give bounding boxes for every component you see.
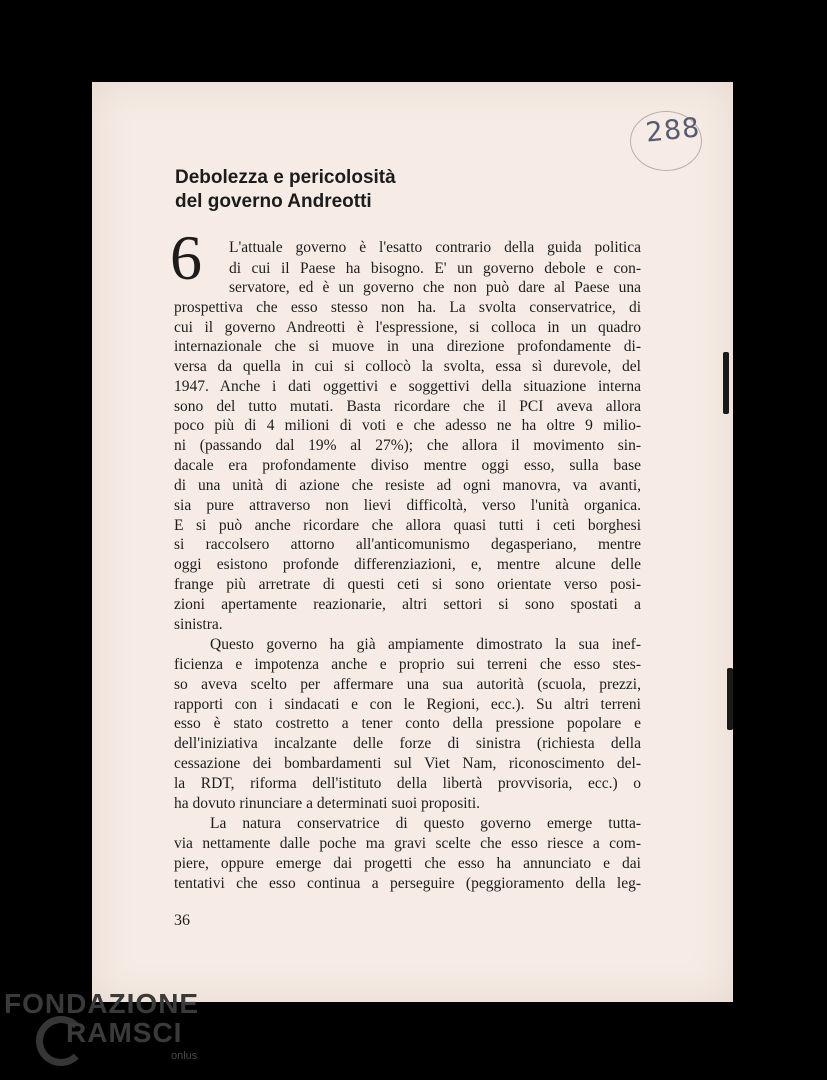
- body-line: so aveva scelto per affermare una sua autorità (scuola, prezzi,: [174, 676, 641, 693]
- body-line: La natura conservatrice di questo governo emerge tutta-: [210, 815, 641, 832]
- body-line: sono del tutto mutati. Basta ricordare che il PCI aveva allora: [174, 398, 641, 415]
- body-line: poco più di 4 milioni di voti e che adesso ne ha oltre 9 milio-: [174, 417, 641, 434]
- body-line: dell'iniziativa incalzante delle forze di sinistra (richiesta della: [174, 735, 641, 752]
- body-line: dacale era profondamente diviso mentre oggi esso, sulla base: [174, 457, 641, 474]
- binding-tab: [723, 352, 729, 414]
- logo-text-line-1: FONDAZIONE: [4, 988, 200, 1019]
- fondazione-gramsci-logo: [4, 988, 214, 1078]
- body-line: piere, oppure emerge dai progetti che esso ha annunciato e dai: [174, 855, 641, 872]
- body-line: ha dovuto rinunciare a determinati suoi propositi.: [174, 795, 481, 812]
- page-number: 36: [174, 912, 190, 929]
- body-line: versa da quella in cui si collocò la svolta, essa sì durevole, del: [174, 358, 641, 375]
- body-line: internazionale che si muove in una direzione profondamente di-: [174, 338, 641, 355]
- body-line: sinistra.: [174, 616, 223, 633]
- folio-number: 288: [644, 112, 702, 149]
- body-line: E si può anche ricordare che allora quasi tutti i ceti borghesi: [174, 517, 641, 534]
- heading-line-2: del governo Andreotti: [175, 191, 372, 212]
- logo-text-line-3: onlus: [171, 1050, 198, 1062]
- chapter-number-dropcap: 6: [170, 222, 202, 293]
- body-line: si raccolsero attorno all'anticomunismo degasperiano, mentre: [174, 536, 641, 553]
- body-line: servatore, ed è un governo che non può dare al Paese una: [229, 279, 641, 296]
- body-line: Questo governo ha già ampiamente dimostrato la sua inef-: [210, 636, 641, 653]
- body-line: zioni apertamente reazionarie, altri settori si sono spostati a: [174, 596, 641, 613]
- body-line: rapporti con i sindacati e con le Regioni, ecc.). Su altri terreni: [174, 696, 641, 713]
- binding-tab: [727, 668, 733, 730]
- body-line: 1947. Anche i dati oggettivi e soggettivi della situazione interna: [174, 378, 641, 395]
- body-line: via nettamente dalle poche ma gravi scelte che esso riesce a com-: [174, 835, 641, 852]
- body-line: ni (passando dal 19% al 27%); che allora il movimento sin-: [174, 437, 641, 454]
- body-line: tentativi che esso continua a perseguire (peggioramento della leg-: [174, 875, 641, 892]
- chapter-heading: [175, 166, 495, 214]
- body-line: di una unità di azione che resiste ad ogni manovra, va avanti,: [174, 477, 641, 494]
- body-line: L'attuale governo è l'esatto contrario della guida politica: [229, 239, 641, 256]
- logo-text-line-2: RAMSCI: [66, 1017, 183, 1048]
- heading-line-1: Debolezza e pericolosità: [175, 167, 396, 188]
- body-line: cui il governo Andreotti è l'espressione, si colloca in un quadro: [174, 319, 641, 336]
- body-line: prospettiva che esso stesso non ha. La svolta conservatrice, di: [174, 299, 641, 316]
- body-line: frange più arretrate di questi ceti si sono orientate verso posi-: [174, 576, 641, 593]
- body-line: oggi esistono profonde differenziazioni, e, mentre alcune delle: [174, 556, 641, 573]
- body-line: ficienza e impotenza anche e proprio sui terreni che esso stes-: [174, 656, 641, 673]
- body-line: cessazione dei bombardamenti sul Viet Nam, riconoscimento del-: [174, 755, 641, 772]
- body-line: di cui il Paese ha bisogno. E' un governo debole e con-: [229, 260, 641, 277]
- body-line: esso è stato costretto a tener conto della pressione popolare e: [174, 715, 641, 732]
- body-line: sia pure attraverso non lievi difficoltà, verso l'unità organica.: [174, 497, 641, 514]
- body-line: la RDT, riforma dell'istituto della libertà provvisoria, ecc.) o: [174, 775, 641, 792]
